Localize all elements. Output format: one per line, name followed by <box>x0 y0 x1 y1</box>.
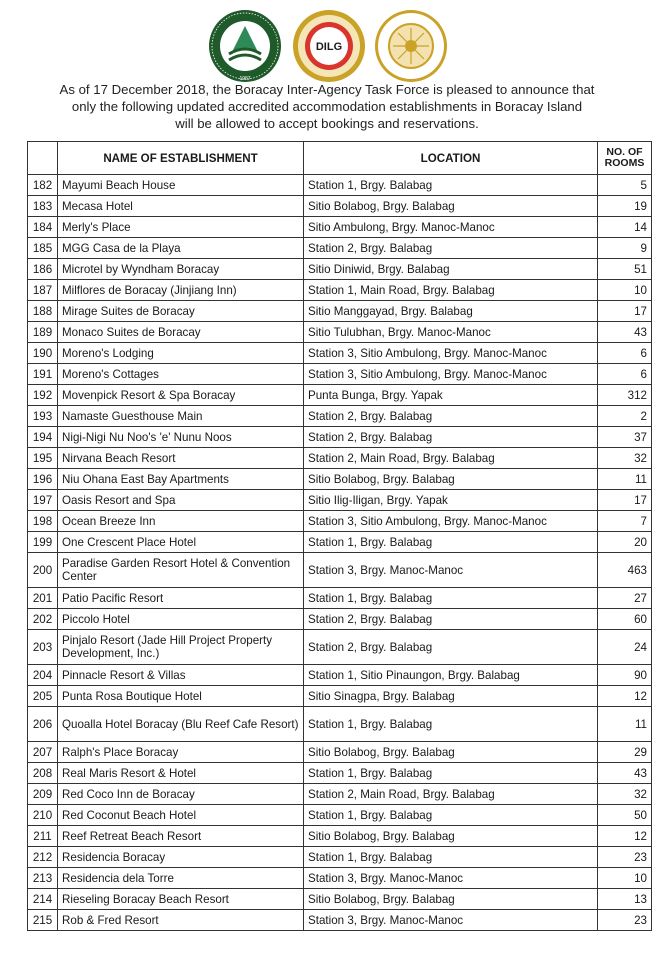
table-row <box>28 532 652 553</box>
location: Station 1, Brgy. Balabag <box>304 763 598 784</box>
location: Station 2, Brgy. Balabag <box>304 427 598 448</box>
establishment-name: Punta Rosa Boutique Hotel <box>58 686 304 707</box>
room-count: 12 <box>598 826 652 847</box>
location: Sitio Bolabog, Brgy. Balabag <box>304 196 598 217</box>
room-count: 32 <box>598 448 652 469</box>
row-number: 204 <box>28 665 58 686</box>
denr-seal-icon <box>207 8 283 84</box>
row-number: 195 <box>28 448 58 469</box>
location: Station 3, Brgy. Manoc-Manoc <box>304 868 598 889</box>
establishment-name: Quoalla Hotel Boracay (Blu Reef Cafe Resort) <box>58 707 304 742</box>
establishment-name: Moreno's Cottages <box>58 364 304 385</box>
establishment-name: Mayumi Beach House <box>58 175 304 196</box>
row-number: 209 <box>28 784 58 805</box>
row-number: 207 <box>28 742 58 763</box>
location: Station 3, Sitio Ambulong, Brgy. Manoc-Manoc <box>304 511 598 532</box>
table-row <box>28 175 652 196</box>
location: Sitio Diniwid, Brgy. Balabag <box>304 259 598 280</box>
row-number: 182 <box>28 175 58 196</box>
table-row <box>28 238 652 259</box>
location: Sitio Bolabog, Brgy. Balabag <box>304 742 598 763</box>
room-count: 29 <box>598 742 652 763</box>
establishment-name: Monaco Suites de Boracay <box>58 322 304 343</box>
row-number: 191 <box>28 364 58 385</box>
table-row <box>28 910 652 931</box>
row-number: 200 <box>28 553 58 588</box>
establishment-name: Pinnacle Resort & Villas <box>58 665 304 686</box>
row-number: 193 <box>28 406 58 427</box>
room-count: 23 <box>598 847 652 868</box>
room-count: 463 <box>598 553 652 588</box>
room-count: 13 <box>598 889 652 910</box>
table-row <box>28 847 652 868</box>
table-row <box>28 301 652 322</box>
location: Station 3, Sitio Ambulong, Brgy. Manoc-Manoc <box>304 364 598 385</box>
location: Station 1, Sitio Pinaungon, Brgy. Balabag <box>304 665 598 686</box>
location: Sitio Bolabog, Brgy. Balabag <box>304 469 598 490</box>
establishment-name: Rob & Fred Resort <box>58 910 304 931</box>
location: Station 1, Main Road, Brgy. Balabag <box>304 280 598 301</box>
table-body <box>28 175 652 931</box>
establishment-name: Microtel by Wyndham Boracay <box>58 259 304 280</box>
room-count: 27 <box>598 588 652 609</box>
accommodation-table <box>27 141 652 931</box>
announcement-text <box>10 81 644 132</box>
table-row <box>28 553 652 588</box>
room-count: 12 <box>598 686 652 707</box>
location: Station 2, Brgy. Balabag <box>304 406 598 427</box>
room-count: 17 <box>598 490 652 511</box>
location: Sitio Sinagpa, Brgy. Balabag <box>304 686 598 707</box>
location: Station 2, Brgy. Balabag <box>304 630 598 665</box>
location: Station 1, Brgy. Balabag <box>304 847 598 868</box>
establishment-name: Ocean Breeze Inn <box>58 511 304 532</box>
room-count: 51 <box>598 259 652 280</box>
table-row <box>28 490 652 511</box>
establishment-name: Red Coconut Beach Hotel <box>58 805 304 826</box>
room-count: 7 <box>598 511 652 532</box>
agency-seals <box>0 0 654 80</box>
establishment-name: Mirage Suites de Boracay <box>58 301 304 322</box>
establishment-name: Paradise Garden Resort Hotel & Convention Center <box>58 553 304 588</box>
establishment-name: Moreno's Lodging <box>58 343 304 364</box>
establishment-name: MGG Casa de la Playa <box>58 238 304 259</box>
row-number: 212 <box>28 847 58 868</box>
location: Sitio Tulubhan, Brgy. Manoc-Manoc <box>304 322 598 343</box>
room-count: 32 <box>598 784 652 805</box>
row-number: 202 <box>28 609 58 630</box>
row-number: 203 <box>28 630 58 665</box>
table-row <box>28 343 652 364</box>
room-count: 10 <box>598 280 652 301</box>
row-number: 214 <box>28 889 58 910</box>
room-count: 312 <box>598 385 652 406</box>
room-count: 20 <box>598 532 652 553</box>
room-count: 24 <box>598 630 652 665</box>
location: Station 1, Brgy. Balabag <box>304 707 598 742</box>
table-row <box>28 763 652 784</box>
establishment-name: Real Maris Resort & Hotel <box>58 763 304 784</box>
row-number: 183 <box>28 196 58 217</box>
establishment-name: Residencia dela Torre <box>58 868 304 889</box>
establishment-name: Patio Pacific Resort <box>58 588 304 609</box>
table-row <box>28 280 652 301</box>
table-row <box>28 259 652 280</box>
row-number: 201 <box>28 588 58 609</box>
row-number: 208 <box>28 763 58 784</box>
room-count: 60 <box>598 609 652 630</box>
table-row <box>28 889 652 910</box>
room-count: 17 <box>598 301 652 322</box>
room-count: 5 <box>598 175 652 196</box>
column-header-rooms: NO. OF ROOMS <box>598 142 652 175</box>
location: Sitio Manggayad, Brgy. Balabag <box>304 301 598 322</box>
room-count: 23 <box>598 910 652 931</box>
room-count: 11 <box>598 707 652 742</box>
row-number: 205 <box>28 686 58 707</box>
establishment-name: Mecasa Hotel <box>58 196 304 217</box>
row-number: 192 <box>28 385 58 406</box>
room-count: 10 <box>598 868 652 889</box>
announcement-line: As of 17 December 2018, the Boracay Inter-Agency Task Force is pleased to announce that <box>59 82 595 97</box>
row-number: 187 <box>28 280 58 301</box>
location: Station 3, Sitio Ambulong, Brgy. Manoc-Manoc <box>304 343 598 364</box>
establishment-name: Merly's Place <box>58 217 304 238</box>
location: Station 3, Brgy. Manoc-Manoc <box>304 910 598 931</box>
establishment-name: One Crescent Place Hotel <box>58 532 304 553</box>
room-count: 90 <box>598 665 652 686</box>
location: Punta Bunga, Brgy. Yapak <box>304 385 598 406</box>
location: Station 1, Brgy. Balabag <box>304 805 598 826</box>
table-row <box>28 364 652 385</box>
table-row <box>28 742 652 763</box>
establishment-name: Red Coco Inn de Boracay <box>58 784 304 805</box>
room-count: 19 <box>598 196 652 217</box>
column-header-number <box>28 142 58 175</box>
establishment-name: Rieseling Boracay Beach Resort <box>58 889 304 910</box>
table-row <box>28 588 652 609</box>
table-row <box>28 406 652 427</box>
establishment-name: Residencia Boracay <box>58 847 304 868</box>
establishment-name: Milflores de Boracay (Jinjiang Inn) <box>58 280 304 301</box>
table-row <box>28 511 652 532</box>
row-number: 184 <box>28 217 58 238</box>
establishment-name: Piccolo Hotel <box>58 609 304 630</box>
location: Station 2, Brgy. Balabag <box>304 238 598 259</box>
row-number: 210 <box>28 805 58 826</box>
row-number: 196 <box>28 469 58 490</box>
establishment-name: Ralph's Place Boracay <box>58 742 304 763</box>
row-number: 206 <box>28 707 58 742</box>
row-number: 215 <box>28 910 58 931</box>
establishment-name: Namaste Guesthouse Main <box>58 406 304 427</box>
room-count: 14 <box>598 217 652 238</box>
table-row <box>28 448 652 469</box>
row-number: 190 <box>28 343 58 364</box>
table-row <box>28 217 652 238</box>
row-number: 213 <box>28 868 58 889</box>
table-row <box>28 686 652 707</box>
location: Sitio Bolabog, Brgy. Balabag <box>304 826 598 847</box>
location: Station 1, Brgy. Balabag <box>304 532 598 553</box>
room-count: 50 <box>598 805 652 826</box>
table-row <box>28 385 652 406</box>
room-count: 11 <box>598 469 652 490</box>
table-row <box>28 707 652 742</box>
location: Sitio Ambulong, Brgy. Manoc-Manoc <box>304 217 598 238</box>
row-number: 198 <box>28 511 58 532</box>
dilg-seal-icon <box>291 8 367 84</box>
table-row <box>28 196 652 217</box>
row-number: 194 <box>28 427 58 448</box>
establishment-name: Nigi-Nigi Nu Noo's 'e' Nunu Noos <box>58 427 304 448</box>
row-number: 188 <box>28 301 58 322</box>
table-row <box>28 826 652 847</box>
column-header-location: LOCATION <box>304 142 598 175</box>
department-of-tourism-seal-icon <box>373 8 449 84</box>
row-number: 199 <box>28 532 58 553</box>
establishment-name: Oasis Resort and Spa <box>58 490 304 511</box>
location: Sitio Bolabog, Brgy. Balabag <box>304 889 598 910</box>
establishment-name: Nirvana Beach Resort <box>58 448 304 469</box>
establishment-name: Movenpick Resort & Spa Boracay <box>58 385 304 406</box>
table-row <box>28 805 652 826</box>
location: Station 2, Main Road, Brgy. Balabag <box>304 784 598 805</box>
row-number: 211 <box>28 826 58 847</box>
location: Station 3, Brgy. Manoc-Manoc <box>304 553 598 588</box>
room-count: 43 <box>598 763 652 784</box>
row-number: 197 <box>28 490 58 511</box>
table-row <box>28 427 652 448</box>
denr-seal-year: 1987 <box>239 76 251 82</box>
establishment-name: Niu Ohana East Bay Apartments <box>58 469 304 490</box>
column-header-name: NAME OF ESTABLISHMENT <box>58 142 304 175</box>
dilg-seal-text: DILG <box>315 41 343 53</box>
row-number: 189 <box>28 322 58 343</box>
announcement-line: only the following updated accredited accommodation establishments in Boracay Island <box>71 99 583 114</box>
location: Station 1, Brgy. Balabag <box>304 175 598 196</box>
location: Station 2, Brgy. Balabag <box>304 609 598 630</box>
table-row <box>28 665 652 686</box>
table-row <box>28 784 652 805</box>
table-row <box>28 868 652 889</box>
table-row <box>28 469 652 490</box>
table-row <box>28 630 652 665</box>
table-row <box>28 609 652 630</box>
room-count: 6 <box>598 343 652 364</box>
room-count: 2 <box>598 406 652 427</box>
table-row <box>28 322 652 343</box>
room-count: 37 <box>598 427 652 448</box>
location: Station 2, Main Road, Brgy. Balabag <box>304 448 598 469</box>
establishment-name: Pinjalo Resort (Jade Hill Project Property Development, Inc.) <box>58 630 304 665</box>
announcement-line: will be allowed to accept bookings and reservations. <box>175 116 479 131</box>
location: Station 1, Brgy. Balabag <box>304 588 598 609</box>
room-count: 43 <box>598 322 652 343</box>
location: Sitio Ilig-Iligan, Brgy. Yapak <box>304 490 598 511</box>
room-count: 9 <box>598 238 652 259</box>
establishment-name: Reef Retreat Beach Resort <box>58 826 304 847</box>
row-number: 186 <box>28 259 58 280</box>
room-count: 6 <box>598 364 652 385</box>
row-number: 185 <box>28 238 58 259</box>
